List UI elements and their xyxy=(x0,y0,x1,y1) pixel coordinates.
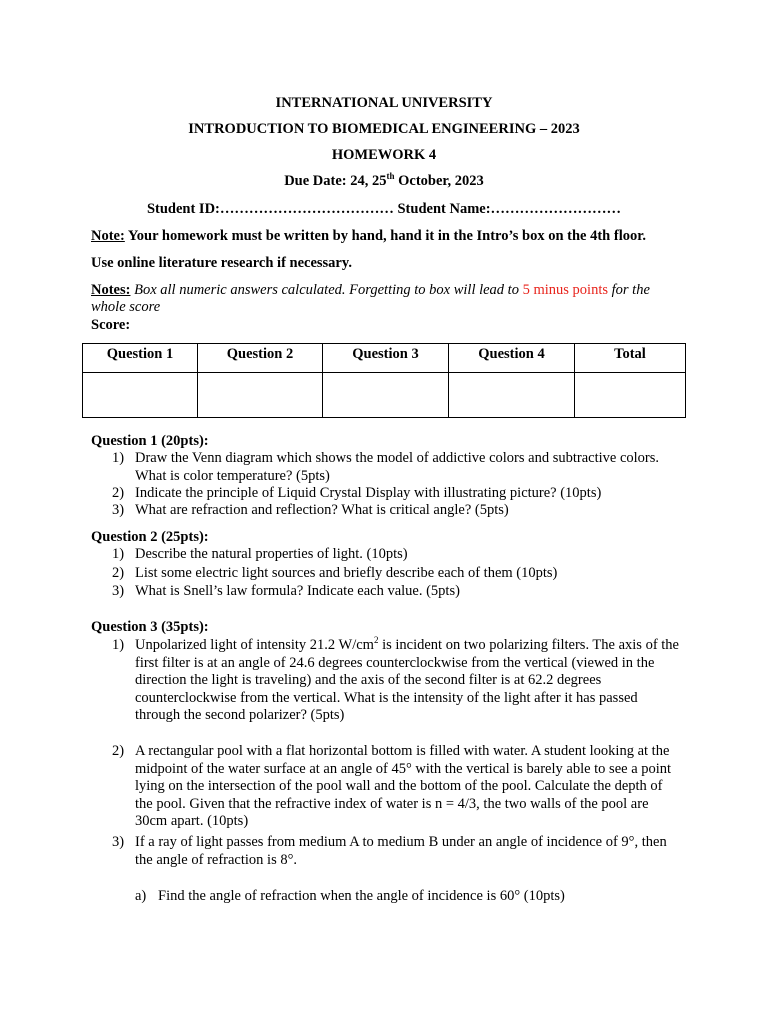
item-number: 2) xyxy=(112,743,125,759)
item-text-part-b: is incident on two polarizing filters. The axis of the first filter is at an angle of 24.6 degrees counterclockwise from the vertical (viewed in the direction the light is traveling) and the axis of the second filter is at 62.2 degrees counterclockwise from the vertical. What is the intensity of the light after it has passed through the second polarizer? (5pts) xyxy=(135,637,679,723)
item-number: 1) xyxy=(112,637,125,653)
notes-label: Notes: xyxy=(91,282,131,298)
course-title: INTRODUCTION TO BIOMEDICAL ENGINEERING – 2023 xyxy=(188,121,580,137)
item-text: Draw the Venn diagram which shows the model of addictive colors and subtractive colors. What is color temperature? (5pts) xyxy=(135,450,660,484)
note-line xyxy=(91,228,646,245)
due-date-label: Due Date: 24, 25 xyxy=(284,173,387,189)
item-text: A rectangular pool with a flat horizontal bottom is filled with water. A student looking at the midpoint of the water surface at an angle of 45° with the vertical is barely able to see a point lying on the intersection of the pool wall and the bottom of the pool. Calculate the depth of the pool. Given that the refractive index of water is n = 4/3, the two walls of the pool are 30cm apart. (10pts) xyxy=(135,743,672,829)
due-date-rest: October, 2023 xyxy=(394,173,484,189)
squared-superscript: 2 xyxy=(373,635,379,646)
question-3-item-1 xyxy=(112,637,682,727)
item-number: 3) xyxy=(112,502,125,518)
student-info-line: Student ID:……………………………… Student Name:……………………… xyxy=(146,201,622,217)
item-text: What is Snell’s law formula? Indicate each value. (5pts) xyxy=(135,583,460,599)
item-text-part-a: Unpolarized light of intensity 21.2 W/cm xyxy=(135,637,374,653)
item-text: Indicate the principle of Liquid Crystal Display with illustrating picture? (10pts) xyxy=(135,485,602,501)
item-number: 2) xyxy=(112,485,125,501)
score-header-total: Total xyxy=(575,344,686,373)
homework-title: HOMEWORK 4 xyxy=(331,147,437,163)
question-3-item-2 xyxy=(112,743,682,833)
question-2-title: Question 2 (25pts): xyxy=(91,529,209,545)
question-1-item-1 xyxy=(112,450,682,486)
item-text: Find the angle of refraction when the angle of incidence is 60° (10pts) xyxy=(158,888,565,904)
item-text: If a ray of light passes from medium A to medium B under an angle of incidence of 9°, then the angle of refraction is 8°. xyxy=(135,834,667,868)
question-3-item-3 xyxy=(112,834,682,870)
score-label: Score: xyxy=(91,317,131,333)
score-header-question-2: Question 2 xyxy=(198,344,323,373)
item-text: What are refraction and reflection? What is critical angle? (5pts) xyxy=(135,502,509,518)
notes-text-b: for the xyxy=(608,282,650,298)
score-table-value-row xyxy=(83,373,686,418)
score-table-header-row xyxy=(83,344,686,373)
score-table xyxy=(82,343,686,418)
score-cell-total xyxy=(575,373,686,418)
university-title: INTERNATIONAL UNIVERSITY xyxy=(275,95,493,111)
question-3-title: Question 3 (35pts): xyxy=(91,619,209,635)
score-cell-question-1 xyxy=(83,373,198,418)
note-line-2: Use online literature research if necessary. xyxy=(91,255,352,271)
notes-text-a: Box all numeric answers calculated. Forgetting to box will lead to xyxy=(130,282,523,298)
item-text xyxy=(135,637,680,725)
minus-points-highlight: 5 minus points xyxy=(522,282,608,298)
due-date-suffix: th xyxy=(386,171,395,182)
score-cell-question-3 xyxy=(323,373,449,418)
item-number: 1) xyxy=(112,450,125,466)
score-cell-question-2 xyxy=(198,373,323,418)
item-letter: a) xyxy=(135,888,147,904)
score-cell-question-4 xyxy=(449,373,575,418)
score-header-question-4: Question 4 xyxy=(449,344,575,373)
item-text: Describe the natural properties of light. (10pts) xyxy=(135,546,408,562)
item-number: 1) xyxy=(112,546,125,562)
item-number: 3) xyxy=(112,834,125,850)
question-1-title: Question 1 (20pts): xyxy=(91,433,209,449)
due-date xyxy=(0,173,768,190)
item-number: 3) xyxy=(112,583,125,599)
notes-line xyxy=(91,282,650,299)
notes-line-2: whole score xyxy=(91,299,161,315)
score-header-question-1: Question 1 xyxy=(83,344,198,373)
score-header-question-3: Question 3 xyxy=(323,344,449,373)
item-number: 2) xyxy=(112,565,125,581)
note-label: Note: xyxy=(91,228,125,244)
note-text: Your homework must be written by hand, hand it in the Intro’s box on the 4th floor. xyxy=(124,228,646,244)
item-text: List some electric light sources and briefly describe each of them (10pts) xyxy=(135,565,558,581)
